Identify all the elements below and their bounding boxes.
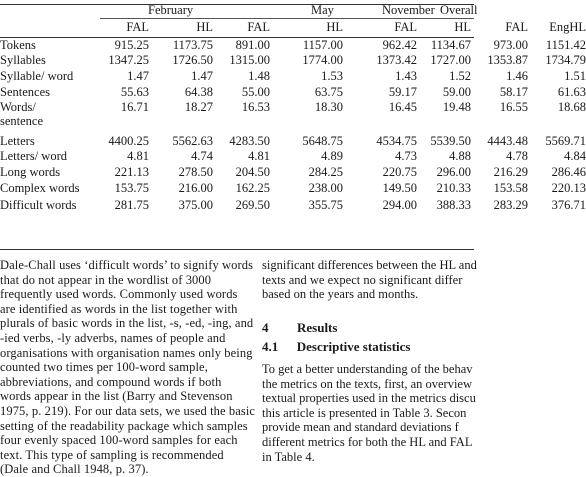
table-cell: 153.58 xyxy=(493,181,528,195)
text-line: that do not appear in the wordlist of 3000 xyxy=(0,272,212,287)
table-cell: 1134.67 xyxy=(430,38,471,52)
table-cell: 16.55 xyxy=(499,100,528,114)
month-header-overall: Overall xyxy=(440,3,478,17)
text-line: words appear in the list (Barry and Stevenson xyxy=(0,389,233,404)
table-cell: 210.33 xyxy=(436,181,471,195)
table-cell: 55.00 xyxy=(241,85,270,99)
text-line: texts and we expect no significant differ xyxy=(262,272,463,287)
right-column-text-lower xyxy=(262,362,492,464)
table-cell: 61.63 xyxy=(557,85,586,99)
row-label: Letters/ word xyxy=(0,149,67,163)
text-line: counted two times per 100-word sample, xyxy=(0,360,208,375)
table-cell: 1373.42 xyxy=(376,53,417,67)
table-cell: 18.30 xyxy=(314,100,343,114)
table-cell: 286.46 xyxy=(551,165,586,179)
table-cell: 283.29 xyxy=(493,198,528,212)
table-cell: 63.75 xyxy=(314,85,343,99)
section-number: 4 xyxy=(262,320,269,335)
table-cell: 973.00 xyxy=(493,38,528,52)
table-cell: 59.17 xyxy=(388,85,417,99)
table-cell: 162.25 xyxy=(235,181,270,195)
month-underline-overall xyxy=(464,18,474,19)
table-cell: 19.48 xyxy=(442,100,471,114)
table-cell: 16.45 xyxy=(388,100,417,114)
table-cell: 5569.71 xyxy=(545,134,586,148)
subsection-title: Descriptive statistics xyxy=(296,339,411,354)
table-cell: 1727.00 xyxy=(430,53,471,67)
table-cell: 4.81 xyxy=(248,149,270,163)
table-cell: 216.00 xyxy=(178,181,213,195)
table-cell: 1.46 xyxy=(506,69,528,83)
table-cell: 4534.75 xyxy=(376,134,417,148)
column-header: FAL xyxy=(126,20,149,34)
table-cell: 4.74 xyxy=(191,149,213,163)
text-line: abbreviations, and compound words if both xyxy=(0,374,222,389)
table-cell: 1.47 xyxy=(127,69,149,83)
table-cell: 4400.25 xyxy=(108,134,149,148)
table-cell: 1.52 xyxy=(449,69,471,83)
table-cell: 5648.75 xyxy=(302,134,343,148)
table-cell: 55.63 xyxy=(120,85,149,99)
table-cell: 16.71 xyxy=(120,100,149,114)
month-header-november: November xyxy=(382,3,435,17)
table-cell: 1.43 xyxy=(395,69,417,83)
text-line: different metrics for both the HL and FAL xyxy=(262,434,473,449)
table-cell: 4.88 xyxy=(449,149,471,163)
table-cell: 281.75 xyxy=(114,198,149,212)
table-cell: 5562.63 xyxy=(172,134,213,148)
column-header: HL xyxy=(326,20,343,34)
text-line: (Dale and Chall 1948, p. 37). xyxy=(0,462,149,477)
table-cell: 221.13 xyxy=(114,165,149,179)
table-cell: 375.00 xyxy=(178,198,213,212)
row-label: Difficult words xyxy=(0,198,77,212)
table-cell: 220.75 xyxy=(382,165,417,179)
table-cell: 58.17 xyxy=(499,85,528,99)
row-label: Syllable/ word xyxy=(0,69,74,83)
table-cell: 915.25 xyxy=(114,38,149,52)
column-header: FAL xyxy=(394,20,417,34)
text-line: significant differences between the HL and xyxy=(262,258,477,272)
month-underline-may xyxy=(270,18,354,19)
text-line: the metrics on the texts, first, an overview xyxy=(262,376,473,391)
table-cell: 1315.00 xyxy=(229,53,270,67)
column-header: FAL xyxy=(505,20,528,34)
significance-paragraph xyxy=(262,258,492,302)
table-cell: 64.38 xyxy=(184,85,213,99)
month-underline-february xyxy=(100,18,270,19)
table-cell: 1347.25 xyxy=(108,53,149,67)
descriptive-statistics-paragraph xyxy=(262,362,492,464)
subsection-number: 4.1 xyxy=(262,339,279,354)
table-cell: 5539.50 xyxy=(430,134,471,148)
table-cell: 388.33 xyxy=(436,198,471,212)
table-cell: 294.00 xyxy=(382,198,417,212)
table-cell: 1.53 xyxy=(321,69,343,83)
table-cell: 1734.79 xyxy=(545,53,586,67)
row-label: Sentences xyxy=(0,85,50,99)
row-label: Words/ sentence xyxy=(0,100,44,128)
table-cell: 220.13 xyxy=(551,181,586,195)
table-cell: 1151.42 xyxy=(545,38,586,52)
table-cell: 4283.50 xyxy=(229,134,270,148)
row-label: Syllables xyxy=(0,53,46,67)
table-cell: 1353.87 xyxy=(487,53,528,67)
text-line: setting of the readability package which samples xyxy=(0,418,248,433)
right-column-text xyxy=(262,258,492,302)
text-line: based on the years and months. xyxy=(262,287,419,302)
table-cell: 4.89 xyxy=(321,149,343,163)
text-line: four evenly spaced 100-word samples for each xyxy=(0,433,238,448)
table-cell: 284.25 xyxy=(308,165,343,179)
column-header: HL xyxy=(196,20,213,34)
text-line: are identified as words in the list together with xyxy=(0,301,238,316)
column-header: HL xyxy=(454,20,471,34)
month-header-february: February xyxy=(148,3,194,17)
table-cell: 4443.48 xyxy=(487,134,528,148)
table-cell: 216.29 xyxy=(493,165,528,179)
subsection-heading xyxy=(262,339,410,355)
table-cell: 4.84 xyxy=(564,149,586,163)
row-label: Tokens xyxy=(0,38,36,52)
table-cell: 18.68 xyxy=(557,100,586,114)
text-line: Dale-Chall uses ‘difficult words’ to signify words xyxy=(0,258,254,272)
text-line: 1975, p. 219). For our data sets, we used the basic xyxy=(0,403,256,418)
text-line: plurals of basic words in the list, -s, -ed, -ing, and xyxy=(0,316,254,331)
table-cell: 153.75 xyxy=(114,181,149,195)
table-cell: 59.00 xyxy=(442,85,471,99)
text-line: To get a better understanding of the behav xyxy=(262,362,473,376)
table-bottom-rule xyxy=(0,249,474,250)
table-cell: 269.50 xyxy=(235,198,270,212)
text-line: this article is presented in Table 3. Secon xyxy=(262,405,467,420)
text-line: textual properties used in the metrics discu xyxy=(262,391,476,406)
table-cell: 355.75 xyxy=(308,198,343,212)
table-cell: 1.48 xyxy=(248,69,270,83)
table-cell: 376.71 xyxy=(551,198,586,212)
table-cell: 204.50 xyxy=(235,165,270,179)
text-line: organisations with organisation names only being xyxy=(0,345,253,360)
section-title: Results xyxy=(297,320,338,335)
table-cell: 238.00 xyxy=(308,181,343,195)
table-cell: 1173.75 xyxy=(172,38,213,52)
month-underline-november xyxy=(354,18,464,19)
text-line: text. This type of sampling is recommended xyxy=(0,447,224,462)
table-cell: 1.51 xyxy=(564,69,586,83)
text-line: provide mean and standard deviations f xyxy=(262,420,459,435)
row-label: Long words xyxy=(0,165,61,179)
left-column-text xyxy=(0,258,256,477)
table-cell: 4.81 xyxy=(127,149,149,163)
table-cell: 16.53 xyxy=(241,100,270,114)
text-line: -ied verbs, -ly adverbs, names of people and xyxy=(0,330,226,345)
table-cell: 1774.00 xyxy=(302,53,343,67)
column-header: FAL xyxy=(247,20,270,34)
text-line: frequently used words. Commonly used words xyxy=(0,287,238,302)
table-cell: 4.78 xyxy=(506,149,528,163)
table-cell: 1157.00 xyxy=(302,38,343,52)
table-cell: 1.47 xyxy=(191,69,213,83)
month-header-may: May xyxy=(311,3,334,17)
table-cell: 18.27 xyxy=(184,100,213,114)
table-cell: 278.50 xyxy=(178,165,213,179)
table-cell: 149.50 xyxy=(382,181,417,195)
table-cell: 891.00 xyxy=(235,38,270,52)
row-label: Letters xyxy=(0,134,35,148)
row-label: Complex words xyxy=(0,181,80,195)
column-header: EngHL xyxy=(549,20,586,34)
section-heading xyxy=(262,320,337,336)
text-line: in Table 4. xyxy=(262,449,315,464)
table-cell: 296.00 xyxy=(436,165,471,179)
table-cell: 962.42 xyxy=(382,38,417,52)
table-cell: 1726.50 xyxy=(172,53,213,67)
dale-chall-paragraph xyxy=(0,258,256,477)
table-cell: 4.73 xyxy=(395,149,417,163)
